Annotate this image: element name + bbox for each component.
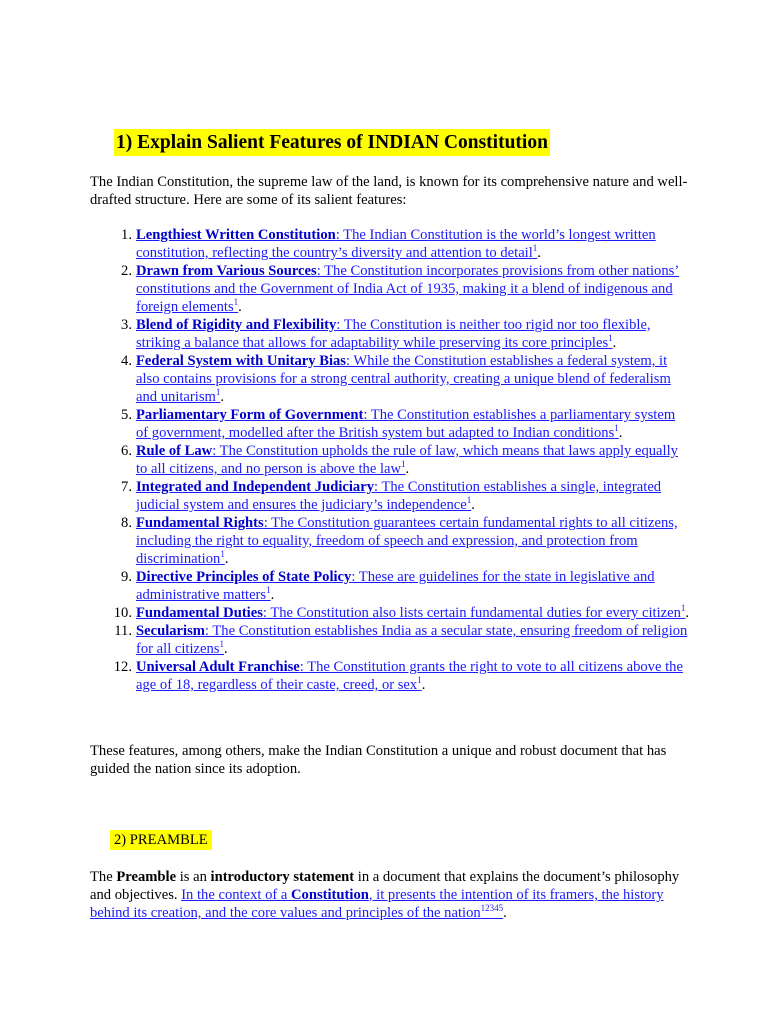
feature-link[interactable] <box>136 515 678 567</box>
preamble-text: is an <box>176 869 211 885</box>
footnote-ref[interactable]: 1 <box>215 387 221 398</box>
preamble-paragraph <box>90 868 690 922</box>
item-number: 12. <box>113 659 132 675</box>
list-item <box>100 478 690 514</box>
item-end: . <box>618 425 623 441</box>
item-end: . <box>405 461 410 477</box>
heading-preamble: 2) PREAMBLE <box>110 830 212 850</box>
item-end: . <box>685 605 690 621</box>
feature-term: Parliamentary Form of Government <box>136 407 364 423</box>
feature-desc: : The Constitution establishes a parliamentary system of government, modelled after the British system but adapted to Indian conditions <box>136 407 676 441</box>
item-end: . <box>224 551 229 567</box>
preamble-end: . <box>503 905 507 921</box>
feature-desc: : The Constitution also lists certain fundamental duties for every citizen <box>262 605 681 621</box>
feature-term: Blend of Rigidity and Flexibility <box>136 317 337 333</box>
item-number: 5. <box>121 407 132 423</box>
feature-term: Fundamental Rights <box>136 515 264 531</box>
list-item <box>100 568 690 604</box>
list-item <box>100 352 690 406</box>
item-end: . <box>238 299 242 315</box>
footnote-ref[interactable]: 12345 <box>480 903 504 914</box>
heading-salient-features: 1) Explain Salient Features of INDIAN Constitution <box>114 129 550 156</box>
item-end: . <box>612 335 617 351</box>
item-end: . <box>220 389 225 405</box>
feature-desc: : The Constitution guarantees certain fundamental rights to all citizens, including the right to equality, freedom of speech and expression, and protection from discrimination <box>136 515 678 567</box>
footnote-ref[interactable]: 1 <box>417 675 422 686</box>
feature-term: Rule of Law <box>136 443 213 459</box>
footnote-ref[interactable]: 1 <box>614 423 619 434</box>
list-item <box>100 514 690 568</box>
item-end: . <box>270 587 275 603</box>
feature-term: Fundamental Duties <box>136 605 263 621</box>
intro-paragraph: The Indian Constitution, the supreme law of the land, is known for its comprehensive nature and well-drafted structure. Here are some of its salient features: <box>90 174 688 208</box>
feature-term: Lengthiest Written Constitution <box>136 227 336 243</box>
footnote-ref[interactable]: 1 <box>680 603 686 614</box>
list-item <box>100 406 690 442</box>
closing-paragraph: These features, among others, make the Indian Constitution a unique and robust document that has guided the nation since its adoption. <box>90 743 667 777</box>
list-item <box>100 442 690 478</box>
footnote-ref[interactable]: 1 <box>219 639 224 650</box>
list-item <box>100 658 690 694</box>
feature-desc: : The Constitution grants the right to vote to all citizens above the age of 18, regardless of their caste, creed, or sex <box>136 659 683 693</box>
feature-link[interactable] <box>136 479 661 513</box>
item-number: 7. <box>121 479 132 495</box>
footnote-ref[interactable]: 1 <box>220 549 225 560</box>
footnote-ref[interactable]: 1 <box>266 585 271 596</box>
feature-link[interactable] <box>136 659 683 693</box>
item-number: 11. <box>114 623 132 639</box>
feature-link[interactable] <box>136 623 687 657</box>
feature-link[interactable] <box>136 227 656 261</box>
footnote-ref[interactable]: 1 <box>401 459 406 470</box>
footnote-ref[interactable]: 1 <box>608 333 613 344</box>
preamble-term: Preamble <box>116 869 177 885</box>
item-number: 3. <box>121 317 132 333</box>
item-number: 9. <box>121 569 132 585</box>
feature-desc: : The Constitution establishes India as a secular state, ensuring freedom of religion for all citizens <box>136 623 688 657</box>
footnote-ref[interactable]: 1 <box>233 297 239 308</box>
list-item <box>100 226 690 262</box>
feature-desc: : The Constitution establishes a single, integrated judicial system and ensures the judiciary’s independence <box>136 479 662 513</box>
feature-link[interactable] <box>136 263 679 315</box>
link-text: , it presents the intention of its framers, the history behind its creation, and the core values and principles of the nation <box>90 887 664 921</box>
feature-term: Federal System with Unitary Bias <box>136 353 346 369</box>
feature-desc: : While the Constitution establishes a federal system, it also contains provisions for a strong central authority, creating a unique blend of federalism and unitarism <box>136 353 671 405</box>
feature-link[interactable] <box>136 353 671 405</box>
preamble-text: in a document that explains the document’s philosophy and objectives. <box>90 869 680 903</box>
feature-desc: : The Constitution incorporates provisions from other nations’ constitutions and the Government of India Act of 1935, making it a blend of indigenous and foreign elements <box>136 263 680 315</box>
feature-desc: : The Indian Constitution is the world’s longest written constitution, reflecting the country’s diversity and attention to detail <box>136 227 656 261</box>
item-end: . <box>223 641 228 657</box>
feature-term: Integrated and Independent Judiciary <box>136 479 374 495</box>
feature-term: Directive Principles of State Policy <box>136 569 352 585</box>
feature-term: Secularism <box>136 623 205 639</box>
feature-term: Universal Adult Franchise <box>136 659 300 675</box>
list-item <box>100 604 690 622</box>
feature-link[interactable] <box>136 569 655 603</box>
features-list <box>100 226 690 694</box>
feature-link[interactable] <box>136 605 685 621</box>
preamble-term: introductory statement <box>210 869 355 885</box>
list-item <box>100 262 690 316</box>
preamble-text: The <box>90 869 117 885</box>
footnote-ref[interactable]: 1 <box>532 243 538 254</box>
link-text: In the context of a <box>181 887 292 903</box>
item-number: 10. <box>113 605 132 621</box>
feature-desc: : These are guidelines for the state in legislative and administrative matters <box>136 569 655 603</box>
item-end: . <box>471 497 475 513</box>
item-end: . <box>537 245 541 261</box>
item-number: 2. <box>121 263 132 279</box>
item-number: 1. <box>121 227 132 243</box>
item-number: 8. <box>121 515 132 531</box>
feature-term: Drawn from Various Sources <box>136 263 317 279</box>
feature-link[interactable] <box>136 407 675 441</box>
feature-desc: : The Constitution upholds the rule of law, which means that laws apply equally to all citizens, and no person is above the law <box>136 443 678 477</box>
list-item <box>100 622 690 658</box>
item-number: 4. <box>121 353 132 369</box>
list-item <box>100 316 690 352</box>
item-end: . <box>421 677 426 693</box>
feature-desc: : The Constitution is neither too rigid nor too flexible, striking a balance that allows for adaptability while preserving its core principles <box>136 317 651 351</box>
footnote-ref[interactable]: 1 <box>466 495 472 506</box>
link-term: Constitution <box>291 887 369 903</box>
feature-link[interactable] <box>136 317 651 351</box>
item-number: 6. <box>121 443 132 459</box>
